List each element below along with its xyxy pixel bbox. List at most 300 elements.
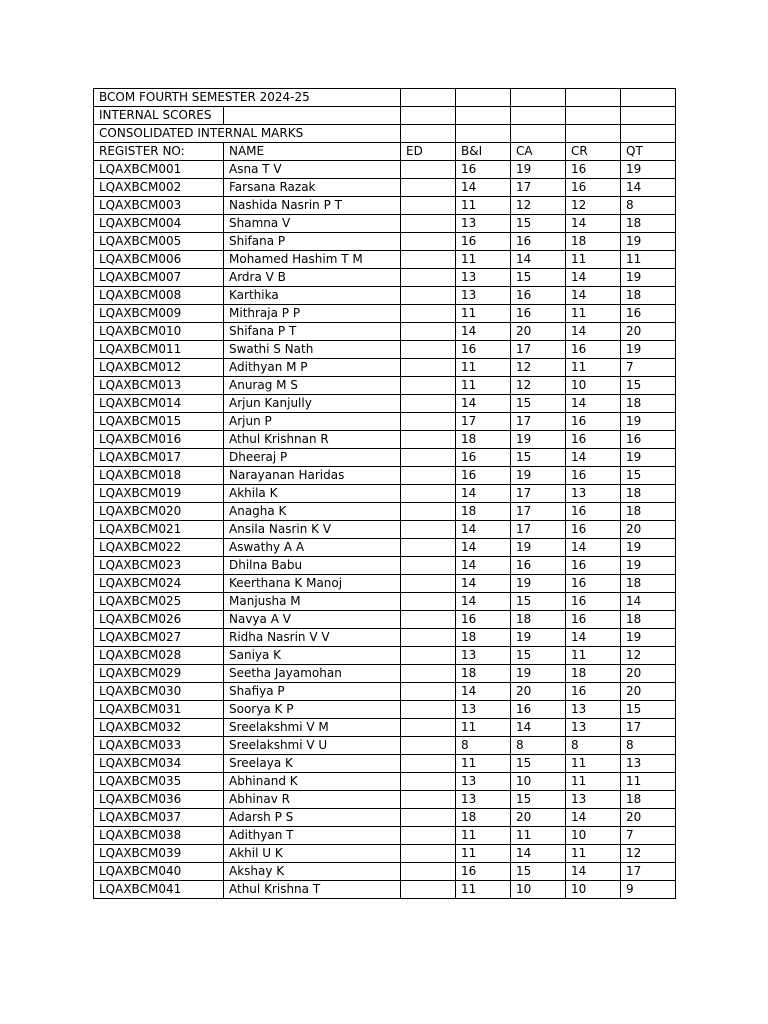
ca-mark-cell: 8 xyxy=(511,737,566,755)
ca-mark-cell: 12 xyxy=(511,359,566,377)
empty-cell xyxy=(621,89,676,107)
col-header-register-no: REGISTER NO: xyxy=(94,143,224,161)
ca-mark-cell: 19 xyxy=(511,539,566,557)
student-name-cell: Keerthana K Manoj xyxy=(224,575,401,593)
table-row xyxy=(94,287,676,305)
bi-mark-cell: 14 xyxy=(456,557,511,575)
register-no-cell: LQAXBCM022 xyxy=(94,539,224,557)
cr-mark-cell: 18 xyxy=(566,233,621,251)
ca-mark-cell: 15 xyxy=(511,791,566,809)
table-row xyxy=(94,593,676,611)
table-row xyxy=(94,161,676,179)
ed-mark-cell xyxy=(401,197,456,215)
cr-mark-cell: 16 xyxy=(566,161,621,179)
ed-mark-cell xyxy=(401,377,456,395)
empty-cell xyxy=(456,107,511,125)
register-no-cell: LQAXBCM007 xyxy=(94,269,224,287)
cr-mark-cell: 16 xyxy=(566,431,621,449)
bi-mark-cell: 14 xyxy=(456,521,511,539)
table-row xyxy=(94,485,676,503)
ca-mark-cell: 19 xyxy=(511,629,566,647)
table-row xyxy=(94,341,676,359)
table-row xyxy=(94,269,676,287)
ed-mark-cell xyxy=(401,665,456,683)
ed-mark-cell xyxy=(401,413,456,431)
table-row xyxy=(94,467,676,485)
qt-mark-cell: 18 xyxy=(621,287,676,305)
bi-mark-cell: 14 xyxy=(456,485,511,503)
bi-mark-cell: 11 xyxy=(456,305,511,323)
student-name-cell: Anagha K xyxy=(224,503,401,521)
ed-mark-cell xyxy=(401,215,456,233)
register-no-cell: LQAXBCM031 xyxy=(94,701,224,719)
bi-mark-cell: 11 xyxy=(456,827,511,845)
bi-mark-cell: 18 xyxy=(456,431,511,449)
register-no-cell: LQAXBCM015 xyxy=(94,413,224,431)
bi-mark-cell: 14 xyxy=(456,395,511,413)
qt-mark-cell: 16 xyxy=(621,305,676,323)
student-name-cell: Sreelakshmi V U xyxy=(224,737,401,755)
cr-mark-cell: 14 xyxy=(566,863,621,881)
qt-mark-cell: 18 xyxy=(621,503,676,521)
qt-mark-cell: 16 xyxy=(621,431,676,449)
register-no-cell: LQAXBCM010 xyxy=(94,323,224,341)
register-no-cell: LQAXBCM038 xyxy=(94,827,224,845)
empty-cell xyxy=(401,107,456,125)
qt-mark-cell: 19 xyxy=(621,539,676,557)
student-name-cell: Akshay K xyxy=(224,863,401,881)
student-name-cell: Mithraja P P xyxy=(224,305,401,323)
qt-mark-cell: 19 xyxy=(621,413,676,431)
cr-mark-cell: 10 xyxy=(566,881,621,899)
ca-mark-cell: 17 xyxy=(511,503,566,521)
subtitle-row xyxy=(94,107,676,125)
ed-mark-cell xyxy=(401,827,456,845)
table-row xyxy=(94,179,676,197)
empty-cell xyxy=(566,107,621,125)
table-row xyxy=(94,359,676,377)
qt-mark-cell: 18 xyxy=(621,611,676,629)
bi-mark-cell: 16 xyxy=(456,449,511,467)
ed-mark-cell xyxy=(401,251,456,269)
ca-mark-cell: 17 xyxy=(511,485,566,503)
bi-mark-cell: 14 xyxy=(456,575,511,593)
qt-mark-cell: 20 xyxy=(621,665,676,683)
qt-mark-cell: 9 xyxy=(621,881,676,899)
col-header-ca: CA xyxy=(511,143,566,161)
register-no-cell: LQAXBCM024 xyxy=(94,575,224,593)
bi-mark-cell: 13 xyxy=(456,791,511,809)
ca-mark-cell: 15 xyxy=(511,755,566,773)
table-row xyxy=(94,521,676,539)
register-no-cell: LQAXBCM018 xyxy=(94,467,224,485)
bi-mark-cell: 14 xyxy=(456,593,511,611)
ca-mark-cell: 19 xyxy=(511,161,566,179)
student-name-cell: Akhila K xyxy=(224,485,401,503)
qt-mark-cell: 19 xyxy=(621,233,676,251)
ca-mark-cell: 14 xyxy=(511,719,566,737)
ed-mark-cell xyxy=(401,269,456,287)
empty-cell xyxy=(566,89,621,107)
register-no-cell: LQAXBCM037 xyxy=(94,809,224,827)
register-no-cell: LQAXBCM013 xyxy=(94,377,224,395)
table-row xyxy=(94,215,676,233)
cr-mark-cell: 10 xyxy=(566,377,621,395)
table-row xyxy=(94,413,676,431)
table-row xyxy=(94,665,676,683)
student-name-cell: Nashida Nasrin P T xyxy=(224,197,401,215)
empty-cell xyxy=(621,125,676,143)
bi-mark-cell: 18 xyxy=(456,809,511,827)
ed-mark-cell xyxy=(401,719,456,737)
student-name-cell: Arjun Kanjully xyxy=(224,395,401,413)
table-row xyxy=(94,503,676,521)
qt-mark-cell: 18 xyxy=(621,395,676,413)
ed-mark-cell xyxy=(401,575,456,593)
table-row xyxy=(94,611,676,629)
bi-mark-cell: 13 xyxy=(456,647,511,665)
ed-mark-cell xyxy=(401,341,456,359)
register-no-cell: LQAXBCM025 xyxy=(94,593,224,611)
ca-mark-cell: 17 xyxy=(511,413,566,431)
qt-mark-cell: 19 xyxy=(621,341,676,359)
cr-mark-cell: 11 xyxy=(566,251,621,269)
sheet-section: CONSOLIDATED INTERNAL MARKS xyxy=(94,125,401,143)
student-name-cell: Mohamed Hashim T M xyxy=(224,251,401,269)
student-name-cell: Manjusha M xyxy=(224,593,401,611)
cr-mark-cell: 13 xyxy=(566,791,621,809)
bi-mark-cell: 11 xyxy=(456,755,511,773)
empty-cell xyxy=(566,125,621,143)
register-no-cell: LQAXBCM041 xyxy=(94,881,224,899)
register-no-cell: LQAXBCM033 xyxy=(94,737,224,755)
student-name-cell: Shafiya P xyxy=(224,683,401,701)
student-name-cell: Swathi S Nath xyxy=(224,341,401,359)
empty-cell xyxy=(621,107,676,125)
student-name-cell: Seetha Jayamohan xyxy=(224,665,401,683)
ed-mark-cell xyxy=(401,557,456,575)
cr-mark-cell: 11 xyxy=(566,359,621,377)
col-header-bi: B&I xyxy=(456,143,511,161)
qt-mark-cell: 7 xyxy=(621,359,676,377)
empty-cell xyxy=(224,107,401,125)
student-name-cell: Anurag M S xyxy=(224,377,401,395)
qt-mark-cell: 20 xyxy=(621,521,676,539)
qt-mark-cell: 13 xyxy=(621,755,676,773)
register-no-cell: LQAXBCM030 xyxy=(94,683,224,701)
ca-mark-cell: 15 xyxy=(511,395,566,413)
bi-mark-cell: 16 xyxy=(456,863,511,881)
ed-mark-cell xyxy=(401,233,456,251)
ed-mark-cell xyxy=(401,467,456,485)
ed-mark-cell xyxy=(401,521,456,539)
cr-mark-cell: 14 xyxy=(566,287,621,305)
student-name-cell: Athul Krishna T xyxy=(224,881,401,899)
bi-mark-cell: 18 xyxy=(456,503,511,521)
register-no-cell: LQAXBCM004 xyxy=(94,215,224,233)
register-no-cell: LQAXBCM001 xyxy=(94,161,224,179)
register-no-cell: LQAXBCM028 xyxy=(94,647,224,665)
bi-mark-cell: 13 xyxy=(456,701,511,719)
ed-mark-cell xyxy=(401,539,456,557)
table-row xyxy=(94,791,676,809)
qt-mark-cell: 12 xyxy=(621,845,676,863)
student-name-cell: Arjun P xyxy=(224,413,401,431)
register-no-cell: LQAXBCM009 xyxy=(94,305,224,323)
ed-mark-cell xyxy=(401,881,456,899)
student-name-cell: Shifana P T xyxy=(224,323,401,341)
ca-mark-cell: 19 xyxy=(511,665,566,683)
table-row xyxy=(94,539,676,557)
col-header-qt: QT xyxy=(621,143,676,161)
ed-mark-cell xyxy=(401,449,456,467)
student-name-cell: Ridha Nasrin V V xyxy=(224,629,401,647)
bi-mark-cell: 17 xyxy=(456,413,511,431)
empty-cell xyxy=(456,125,511,143)
ca-mark-cell: 15 xyxy=(511,593,566,611)
cr-mark-cell: 11 xyxy=(566,845,621,863)
register-no-cell: LQAXBCM003 xyxy=(94,197,224,215)
empty-cell xyxy=(401,89,456,107)
ed-mark-cell xyxy=(401,161,456,179)
qt-mark-cell: 8 xyxy=(621,197,676,215)
table-row xyxy=(94,575,676,593)
qt-mark-cell: 12 xyxy=(621,647,676,665)
ed-mark-cell xyxy=(401,863,456,881)
ca-mark-cell: 17 xyxy=(511,521,566,539)
bi-mark-cell: 11 xyxy=(456,881,511,899)
ca-mark-cell: 16 xyxy=(511,557,566,575)
ed-mark-cell xyxy=(401,305,456,323)
table-row xyxy=(94,395,676,413)
ed-mark-cell xyxy=(401,179,456,197)
student-name-cell: Shamna V xyxy=(224,215,401,233)
cr-mark-cell: 13 xyxy=(566,719,621,737)
ca-mark-cell: 15 xyxy=(511,863,566,881)
bi-mark-cell: 8 xyxy=(456,737,511,755)
table-row xyxy=(94,809,676,827)
qt-mark-cell: 20 xyxy=(621,809,676,827)
empty-cell xyxy=(401,125,456,143)
register-no-cell: LQAXBCM039 xyxy=(94,845,224,863)
table-row xyxy=(94,197,676,215)
table-row xyxy=(94,683,676,701)
register-no-cell: LQAXBCM017 xyxy=(94,449,224,467)
ca-mark-cell: 15 xyxy=(511,647,566,665)
ed-mark-cell xyxy=(401,323,456,341)
student-name-cell: Asna T V xyxy=(224,161,401,179)
ca-mark-cell: 15 xyxy=(511,215,566,233)
table-row xyxy=(94,737,676,755)
ca-mark-cell: 17 xyxy=(511,341,566,359)
table-row xyxy=(94,845,676,863)
cr-mark-cell: 14 xyxy=(566,449,621,467)
qt-mark-cell: 15 xyxy=(621,467,676,485)
ed-mark-cell xyxy=(401,773,456,791)
student-name-cell: Sreelakshmi V M xyxy=(224,719,401,737)
cr-mark-cell: 16 xyxy=(566,557,621,575)
student-name-cell: Dhilna Babu xyxy=(224,557,401,575)
qt-mark-cell: 15 xyxy=(621,701,676,719)
student-name-cell: Adarsh P S xyxy=(224,809,401,827)
student-name-cell: Abhinand K xyxy=(224,773,401,791)
ed-mark-cell xyxy=(401,791,456,809)
ca-mark-cell: 19 xyxy=(511,575,566,593)
cr-mark-cell: 16 xyxy=(566,575,621,593)
bi-mark-cell: 11 xyxy=(456,845,511,863)
qt-mark-cell: 18 xyxy=(621,575,676,593)
empty-cell xyxy=(511,107,566,125)
ed-mark-cell xyxy=(401,683,456,701)
cr-mark-cell: 16 xyxy=(566,593,621,611)
ca-mark-cell: 12 xyxy=(511,197,566,215)
col-header-cr: CR xyxy=(566,143,621,161)
table-row xyxy=(94,305,676,323)
student-name-cell: Athul Krishnan R xyxy=(224,431,401,449)
ca-mark-cell: 10 xyxy=(511,881,566,899)
ca-mark-cell: 16 xyxy=(511,287,566,305)
ed-mark-cell xyxy=(401,845,456,863)
register-no-cell: LQAXBCM012 xyxy=(94,359,224,377)
ed-mark-cell xyxy=(401,431,456,449)
table-row xyxy=(94,629,676,647)
ed-mark-cell xyxy=(401,485,456,503)
cr-mark-cell: 14 xyxy=(566,323,621,341)
bi-mark-cell: 13 xyxy=(456,287,511,305)
ca-mark-cell: 16 xyxy=(511,233,566,251)
cr-mark-cell: 16 xyxy=(566,503,621,521)
cr-mark-cell: 16 xyxy=(566,683,621,701)
student-name-cell: Adithyan T xyxy=(224,827,401,845)
qt-mark-cell: 19 xyxy=(621,269,676,287)
bi-mark-cell: 13 xyxy=(456,773,511,791)
cr-mark-cell: 12 xyxy=(566,197,621,215)
qt-mark-cell: 19 xyxy=(621,161,676,179)
ca-mark-cell: 15 xyxy=(511,449,566,467)
table-row xyxy=(94,701,676,719)
register-no-cell: LQAXBCM034 xyxy=(94,755,224,773)
ed-mark-cell xyxy=(401,701,456,719)
register-no-cell: LQAXBCM040 xyxy=(94,863,224,881)
register-no-cell: LQAXBCM027 xyxy=(94,629,224,647)
student-name-cell: Saniya K xyxy=(224,647,401,665)
student-name-cell: Dheeraj P xyxy=(224,449,401,467)
cr-mark-cell: 14 xyxy=(566,395,621,413)
ca-mark-cell: 12 xyxy=(511,377,566,395)
ed-mark-cell xyxy=(401,611,456,629)
cr-mark-cell: 10 xyxy=(566,827,621,845)
ed-mark-cell xyxy=(401,755,456,773)
ca-mark-cell: 20 xyxy=(511,809,566,827)
ca-mark-cell: 16 xyxy=(511,701,566,719)
col-header-ed: ED xyxy=(401,143,456,161)
table-row xyxy=(94,323,676,341)
student-name-cell: Soorya K P xyxy=(224,701,401,719)
table-row xyxy=(94,449,676,467)
bi-mark-cell: 14 xyxy=(456,323,511,341)
register-no-cell: LQAXBCM008 xyxy=(94,287,224,305)
ca-mark-cell: 19 xyxy=(511,467,566,485)
student-name-cell: Ansila Nasrin K V xyxy=(224,521,401,539)
table-row xyxy=(94,233,676,251)
student-name-cell: Ardra V B xyxy=(224,269,401,287)
qt-mark-cell: 18 xyxy=(621,485,676,503)
bi-mark-cell: 14 xyxy=(456,683,511,701)
bi-mark-cell: 13 xyxy=(456,269,511,287)
bi-mark-cell: 16 xyxy=(456,233,511,251)
register-no-cell: LQAXBCM032 xyxy=(94,719,224,737)
qt-mark-cell: 14 xyxy=(621,179,676,197)
table-row xyxy=(94,431,676,449)
student-name-cell: Navya A V xyxy=(224,611,401,629)
bi-mark-cell: 14 xyxy=(456,179,511,197)
register-no-cell: LQAXBCM016 xyxy=(94,431,224,449)
bi-mark-cell: 16 xyxy=(456,161,511,179)
bi-mark-cell: 14 xyxy=(456,539,511,557)
register-no-cell: LQAXBCM005 xyxy=(94,233,224,251)
ca-mark-cell: 14 xyxy=(511,845,566,863)
qt-mark-cell: 19 xyxy=(621,449,676,467)
cr-mark-cell: 16 xyxy=(566,179,621,197)
marks-table xyxy=(93,88,676,899)
qt-mark-cell: 8 xyxy=(621,737,676,755)
qt-mark-cell: 19 xyxy=(621,557,676,575)
title-row xyxy=(94,89,676,107)
student-name-cell: Narayanan Haridas xyxy=(224,467,401,485)
qt-mark-cell: 17 xyxy=(621,719,676,737)
sheet-subtitle: INTERNAL SCORES xyxy=(94,107,224,125)
student-name-cell: Adithyan M P xyxy=(224,359,401,377)
table-row xyxy=(94,251,676,269)
table-row xyxy=(94,719,676,737)
bi-mark-cell: 11 xyxy=(456,719,511,737)
ed-mark-cell xyxy=(401,359,456,377)
bi-mark-cell: 16 xyxy=(456,467,511,485)
cr-mark-cell: 16 xyxy=(566,341,621,359)
ca-mark-cell: 18 xyxy=(511,611,566,629)
table-row xyxy=(94,863,676,881)
cr-mark-cell: 8 xyxy=(566,737,621,755)
ed-mark-cell xyxy=(401,395,456,413)
qt-mark-cell: 20 xyxy=(621,323,676,341)
ed-mark-cell xyxy=(401,647,456,665)
section-row xyxy=(94,125,676,143)
cr-mark-cell: 16 xyxy=(566,413,621,431)
register-no-cell: LQAXBCM002 xyxy=(94,179,224,197)
cr-mark-cell: 14 xyxy=(566,215,621,233)
register-no-cell: LQAXBCM029 xyxy=(94,665,224,683)
ca-mark-cell: 14 xyxy=(511,251,566,269)
ca-mark-cell: 11 xyxy=(511,827,566,845)
ca-mark-cell: 16 xyxy=(511,305,566,323)
qt-mark-cell: 14 xyxy=(621,593,676,611)
cr-mark-cell: 14 xyxy=(566,269,621,287)
ed-mark-cell xyxy=(401,737,456,755)
ca-mark-cell: 19 xyxy=(511,431,566,449)
cr-mark-cell: 18 xyxy=(566,665,621,683)
qt-mark-cell: 20 xyxy=(621,683,676,701)
ed-mark-cell xyxy=(401,629,456,647)
cr-mark-cell: 16 xyxy=(566,467,621,485)
student-name-cell: Shifana P xyxy=(224,233,401,251)
register-no-cell: LQAXBCM036 xyxy=(94,791,224,809)
qt-mark-cell: 18 xyxy=(621,215,676,233)
ed-mark-cell xyxy=(401,287,456,305)
cr-mark-cell: 13 xyxy=(566,485,621,503)
student-name-cell: Karthika xyxy=(224,287,401,305)
ed-mark-cell xyxy=(401,809,456,827)
student-name-cell: Akhil U K xyxy=(224,845,401,863)
